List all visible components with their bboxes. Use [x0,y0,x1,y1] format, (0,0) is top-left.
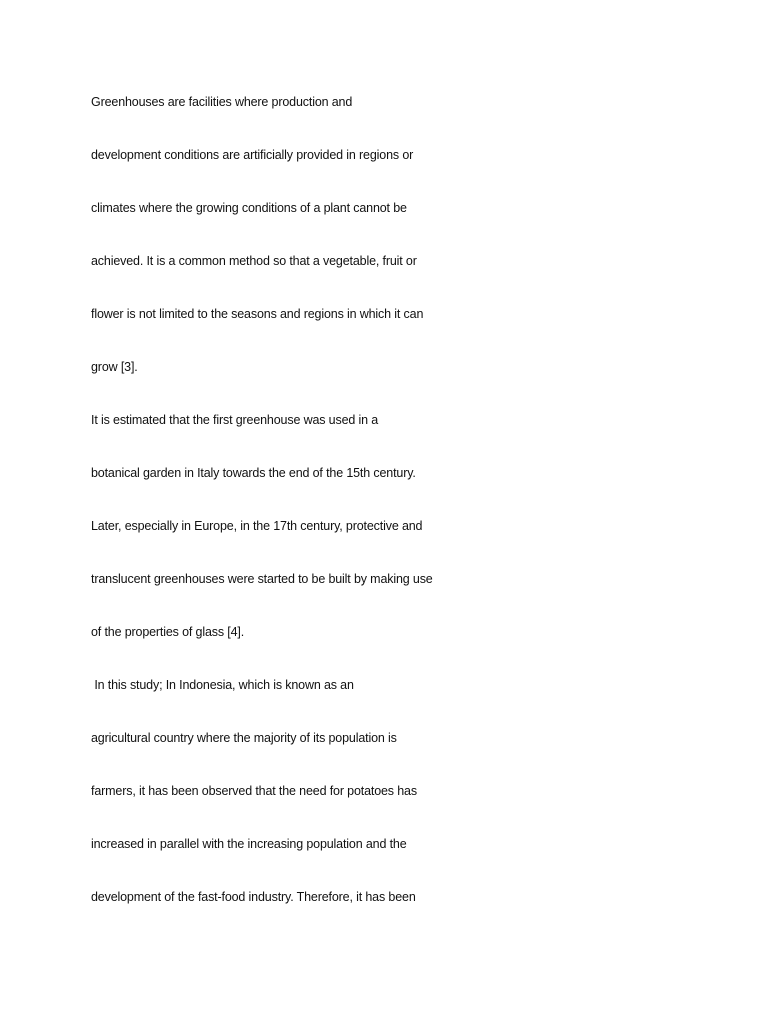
text-line: Greenhouses are facilities where production and [91,95,353,109]
text-line: increased in parallel with the increasing population and the [91,837,407,851]
text-line: achieved. It is a common method so that a vegetable, fruit or [91,254,417,268]
text-line: translucent greenhouses were started to be built by making use [91,572,433,586]
text-line: climates where the growing conditions of a plant cannot be [91,201,407,215]
text-line: agricultural country where the majority of its population is [91,731,397,745]
text-line: It is estimated that the first greenhouse was used in a [91,413,379,427]
text-line: flower is not limited to the seasons and regions in which it can [91,307,424,321]
text-line: Later, especially in Europe, in the 17th century, protective and [91,519,423,533]
text-line: development conditions are artificially provided in regions or [91,148,414,162]
text-line: grow [3]. [91,360,138,374]
text-line: development of the fast-food industry. Therefore, it has been [91,890,416,904]
text-line: botanical garden in Italy towards the end of the 15th century. [91,466,416,480]
body-text [91,93,691,941]
text-line: farmers, it has been observed that the need for potatoes has [91,784,417,798]
text-line: In this study; In Indonesia, which is known as an [91,678,354,692]
text-line: of the properties of glass [4]. [91,625,245,639]
